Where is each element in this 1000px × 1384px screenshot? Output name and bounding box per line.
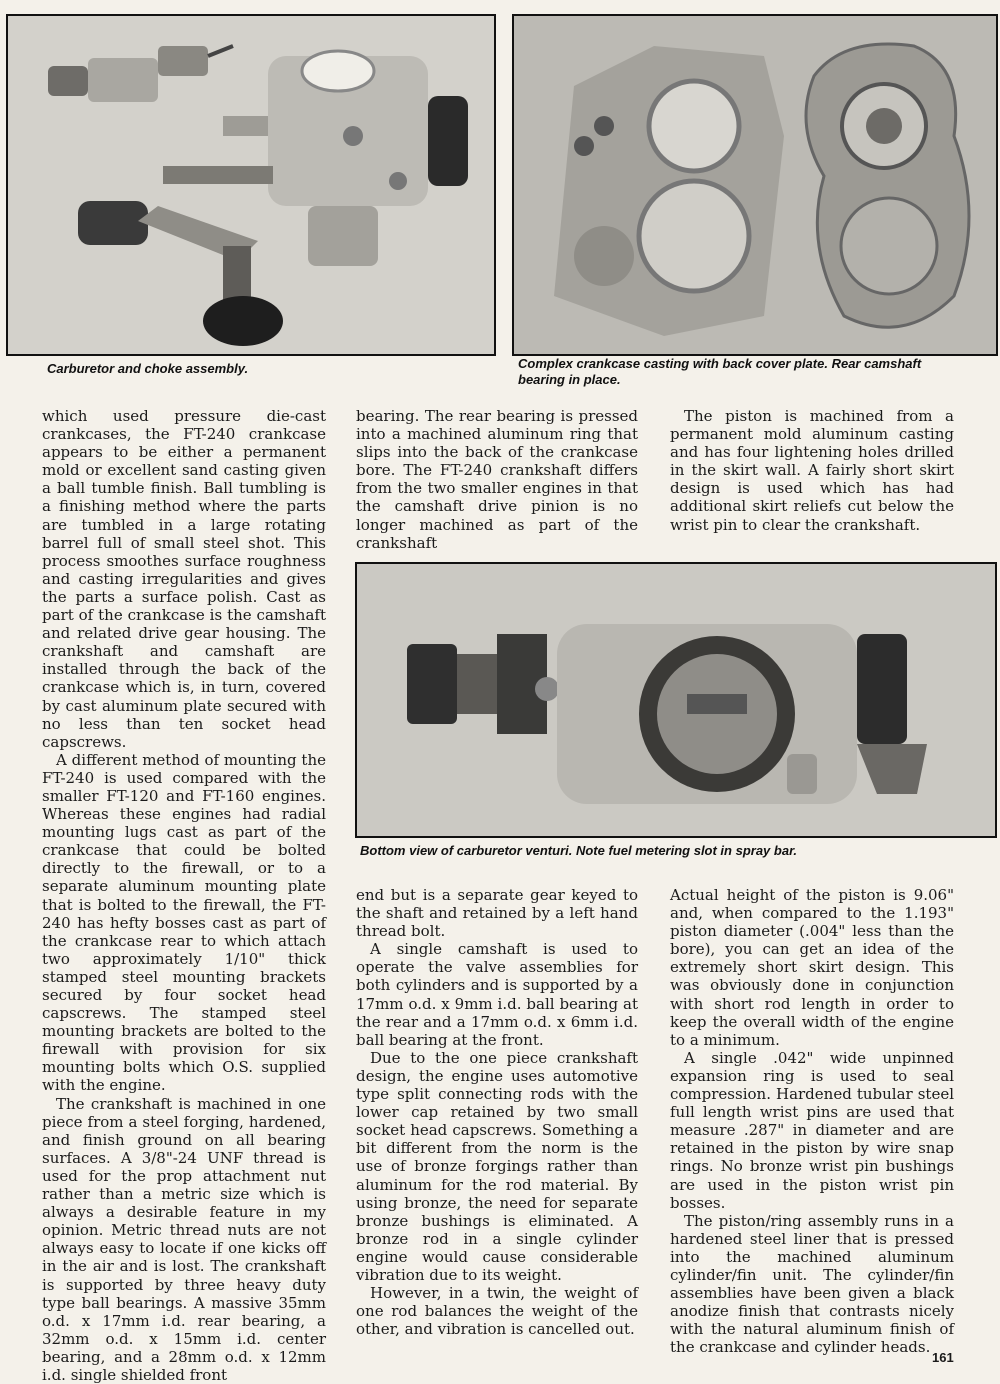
paragraph: A different method of mounting the FT-240 is used compared with the smaller FT-120 and FT-160 engines. Whereas these engines had radial mounting lugs cast as part of the crankcase that could be bolted directly to the firewall, or to a separate aluminum mounting plate that is bolted to the firewall, the FT-240 has hefty bosses cast as part of the crankcase rear to which attach two approximately 1/10" thick stamped steel mounting brackets secured by four socket head capscrews. The stamped steel mounting brackets are bolted to the firewall with provision for six mounting bolts which O.S. supplied with the engine.: [42, 750, 326, 1095]
column-right-top: [670, 407, 954, 534]
photo-venturi: [355, 562, 997, 838]
photo-carburetor-choke: [6, 14, 496, 356]
page-number: 161: [932, 1350, 954, 1365]
venturi-illustration: [357, 564, 995, 836]
caption-carburetor-choke: Carburetor and choke assembly.: [47, 361, 249, 376]
column-middle-top: [356, 407, 638, 552]
paragraph: However, in a twin, the weight of one rod balances the weight of the other, and vibration is cancelled out.: [356, 1284, 638, 1339]
paragraph: which used pressure die-cast crankcases, the FT-240 crankcase appears to be either a permanent mold or excellent sand casting given a ball tumble finish. Ball tumbling is a finishing method where the parts are tumbled in a large rotating barrel full of small steel shot. This process smoothes surface roughness and casting irregularities and gives the parts a surface polish. Cast as part of the crankcase is the camshaft and related drive gear housing. The crankshaft and camshaft are installed through the back of the crankcase which is, in turn, covered by cast aluminum plate secured with no less than ten socket head capscrews.: [42, 407, 326, 751]
column-middle-bottom: [356, 886, 638, 1338]
crankcase-illustration: [514, 16, 996, 354]
paragraph: Actual height of the piston is 9.06" and, when compared to the 1.193" piston diameter (.004" less than the bore), you can get an idea of the extremely short skirt design. This was obviously done in conjunction with short rod length in order to keep the overall width of the engine to a minimum.: [670, 886, 954, 1049]
paragraph: A single camshaft is used to operate the valve assemblies for both cylinders and is supported by a 17mm o.d. x 9mm i.d. ball bearing at the rear and a 17mm o.d. x 6mm i.d. ball bearing at the front.: [356, 940, 638, 1049]
paragraph: The piston/ring assembly runs in a hardened steel liner that is pressed into the machined aluminum cylinder/fin unit. The cylinder/fin assemblies have been given a black anodize finish that contrasts nicely with the natural aluminum finish of the crankcase and cylinder heads.: [670, 1211, 954, 1357]
column-left: [42, 407, 326, 1384]
paragraph: end but is a separate gear keyed to the shaft and retained by a left hand thread bolt.: [356, 886, 638, 941]
paragraph: Due to the one piece crankshaft design, the engine uses automotive type split connecting rods with the lower cap retained by two small socket head capscrews. Something a bit different from the norm is the use of bronze forgings rather than aluminum for the rod material. By using bronze, the need for separate bronze bushings is eliminated. A bronze rod in a single cylinder engine would cause considerable vibration due to its weight.: [356, 1048, 638, 1284]
caption-crankcase: Complex crankcase casting with back cover plate. Rear camshaft bearing in place.: [518, 356, 922, 387]
caption-venturi: Bottom view of carburetor venturi. Note fuel metering slot in spray bar.: [360, 843, 798, 858]
paragraph: A single .042" wide unpinned expansion ring is used to seal compression. Hardened tubular steel full length wrist pins are used that measure .287" in diameter and are retained in the piston by wire snap rings. No bronze wrist pin bushings are used in the piston wrist pin bosses.: [670, 1048, 954, 1212]
paragraph: bearing. The rear bearing is pressed into a machined aluminum ring that slips into the back of the crankcase bore. The FT-240 crankshaft differs from the two smaller engines in that the camshaft drive pinion is no longer machined as part of the crankshaft: [356, 407, 638, 552]
paragraph: The crankshaft is machined in one piece from a steel forging, hardened, and finish ground on all bearing surfaces. A 3/8"-24 UNF thread is used for the prop attachment nut rather than a metric size which is always a desirable feature in my opinion. Metric thread nuts are not always easy to locate if one kicks off in the air and is lost. The crankshaft is supported by three heavy duty type ball bearings. A massive 35mm o.d. x 17mm i.d. rear bearing, a 32mm o.d. x 15mm i.d. center bearing, and a 28mm o.d. x 12mm i.d. single shielded front: [42, 1094, 326, 1384]
photo-crankcase: [512, 14, 998, 356]
carburetor-choke-illustration: [8, 16, 494, 354]
paragraph: The piston is machined from a permanent mold aluminum casting and has four lightening holes drilled in the skirt wall. A fairly short skirt design is used which has had additional skirt reliefs cut below the wrist pin to clear the crankshaft.: [670, 407, 954, 534]
column-right-bottom: [670, 886, 954, 1356]
